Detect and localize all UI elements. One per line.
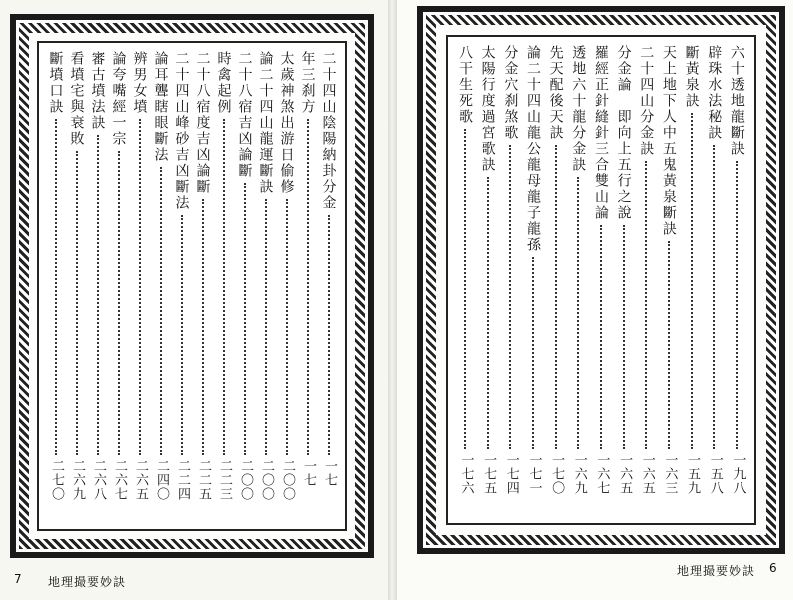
toc-entry: [45, 51, 66, 521]
toc-entry-title: 太陽行度過宮歌訣: [479, 45, 496, 173]
toc-entry-page: 二六八: [90, 459, 106, 501]
toc-entry: [681, 45, 703, 515]
toc-leader-dots: [202, 199, 204, 455]
toc-entry: [213, 51, 234, 521]
toc-entry-title: 二十四山陰陽納卦分金: [320, 51, 337, 211]
toc-leader-dots: [645, 161, 647, 449]
toc-entry: [703, 45, 725, 515]
right-page: [397, 0, 793, 600]
right-decorative-border: [417, 6, 785, 554]
toc-leader-dots: [307, 119, 309, 455]
toc-entry-page: 二六九: [69, 459, 85, 501]
toc-leader-dots: [160, 167, 162, 455]
right-footer-title: 地理撮要妙訣: [677, 564, 756, 578]
right-page-number: 6: [769, 561, 777, 575]
toc-leader-dots: [555, 145, 557, 449]
toc-leader-dots: [464, 129, 466, 449]
toc-entry: [522, 45, 544, 515]
toc-leader-dots: [97, 135, 99, 455]
toc-entry-page: 一七: [300, 459, 316, 487]
toc-entry-page: 一七一: [526, 453, 542, 495]
toc-entry: [613, 45, 635, 515]
toc-entry-title: 分金穴刹煞歌: [502, 45, 519, 141]
toc-leader-dots: [623, 225, 625, 449]
toc-entry-title: 二十八宿度吉凶論斷: [194, 51, 211, 195]
toc-entry: [171, 51, 192, 521]
left-toc-panel: [37, 41, 347, 531]
toc-entry-title: 二十四山峰砂吉凶斷法: [173, 51, 190, 211]
toc-entry-page: 二二五: [195, 459, 211, 501]
toc-entry: [87, 51, 108, 521]
toc-entry-title: 論夸嘴經一宗: [110, 51, 127, 147]
toc-leader-dots: [55, 119, 57, 455]
left-page: [0, 0, 390, 600]
toc-entry: [635, 45, 657, 515]
toc-entry-title: 二十八宿吉凶論斷: [236, 51, 253, 179]
toc-entry-page: 一六五: [639, 453, 655, 495]
toc-entry: [590, 45, 612, 515]
left-decorative-border: [10, 14, 374, 558]
toc-entry-page: 二六七: [111, 459, 127, 501]
toc-entry-page: 一五八: [707, 453, 723, 495]
toc-entry: [234, 51, 255, 521]
toc-entry: [567, 45, 589, 515]
toc-entry-title: 先天配後天訣: [547, 45, 564, 141]
toc-leader-dots: [76, 151, 78, 455]
toc-leader-dots: [668, 241, 670, 449]
toc-leader-dots: [328, 215, 330, 455]
toc-entry: [150, 51, 171, 521]
toc-entry: [108, 51, 129, 521]
toc-entry-page: 二〇〇: [279, 459, 295, 501]
toc-entry-title: 斷黃泉訣: [683, 45, 700, 109]
toc-leader-dots: [532, 257, 534, 449]
toc-entry-page: 一七四: [503, 453, 519, 495]
toc-entry: [454, 45, 476, 515]
toc-entry-page: 二〇〇: [237, 459, 253, 501]
toc-entry-title: 斷墳口訣: [47, 51, 64, 115]
toc-entry-page: 二六五: [132, 459, 148, 501]
toc-entry-title: 年三刹方: [299, 51, 316, 115]
toc-entry-title: 二十四山分金訣: [638, 45, 655, 157]
toc-entry: [545, 45, 567, 515]
toc-entry-page: 二四〇: [153, 459, 169, 501]
toc-entry-page: 一七〇: [549, 453, 565, 495]
toc-entry-page: 二〇〇: [258, 459, 274, 501]
toc-entry-title: 分金論 即向上五行之說: [615, 45, 632, 221]
toc-entry-page: 一七: [321, 459, 337, 487]
toc-entry: [318, 51, 339, 521]
toc-entry: [276, 51, 297, 521]
right-toc-panel: [446, 35, 756, 525]
toc-leader-dots: [265, 199, 267, 455]
left-footer-title: 地理撮要妙訣: [48, 575, 127, 589]
toc-entry-page: 二二四: [174, 459, 190, 501]
toc-entry-page: 一六九: [571, 453, 587, 495]
toc-leader-dots: [244, 183, 246, 455]
toc-entry-title: 論二十四山龍運斷訣: [257, 51, 274, 195]
toc-leader-dots: [736, 161, 738, 449]
toc-entry: [658, 45, 680, 515]
toc-entry-page: 一六三: [662, 453, 678, 495]
toc-entry-title: 辟珠水法秘訣: [706, 45, 723, 141]
toc-entry-title: 審古墳法訣: [89, 51, 106, 131]
toc-leader-dots: [223, 119, 225, 455]
toc-entry-title: 六十透地龍斷訣: [728, 45, 745, 157]
left-toc-list: [45, 51, 339, 521]
toc-entry-title: 辨男女墳: [131, 51, 148, 115]
toc-entry: [726, 45, 748, 515]
toc-entry: [499, 45, 521, 515]
toc-entry: [477, 45, 499, 515]
toc-leader-dots: [118, 151, 120, 455]
right-toc-list: [454, 45, 748, 515]
toc-entry-title: 天上地下人中五鬼黃泉斷訣: [660, 45, 677, 237]
toc-entry-title: 論耳聾瞎眼斷法: [152, 51, 169, 163]
toc-leader-dots: [509, 145, 511, 449]
toc-entry-title: 論二十四山龍公龍母龍子龍孫: [524, 45, 541, 253]
toc-entry: [297, 51, 318, 521]
toc-entry-page: 一五九: [685, 453, 701, 495]
toc-leader-dots: [139, 119, 141, 455]
toc-entry: [129, 51, 150, 521]
toc-entry: [255, 51, 276, 521]
toc-leader-dots: [487, 177, 489, 449]
toc-entry-page: 二七〇: [48, 459, 64, 501]
toc-entry-title: 時禽起例: [215, 51, 232, 115]
toc-entry-page: 一七六: [458, 453, 474, 495]
toc-entry-title: 羅經正針縫針三合雙山論: [592, 45, 609, 221]
toc-leader-dots: [600, 225, 602, 449]
toc-leader-dots: [286, 199, 288, 455]
toc-leader-dots: [691, 113, 693, 449]
left-page-number: 7: [14, 572, 22, 586]
toc-entry: [66, 51, 87, 521]
toc-leader-dots: [181, 215, 183, 455]
toc-entry-page: 一七五: [481, 453, 497, 495]
toc-entry-page: 二二三: [216, 459, 232, 501]
toc-entry-page: 一六七: [594, 453, 610, 495]
toc-leader-dots: [577, 177, 579, 449]
toc-entry-title: 太歲神煞出游日偷修: [278, 51, 295, 195]
toc-leader-dots: [713, 145, 715, 449]
toc-entry-page: 一六五: [617, 453, 633, 495]
toc-entry: [192, 51, 213, 521]
toc-entry-page: 一九八: [730, 453, 746, 495]
toc-entry-title: 八干生死歌: [457, 45, 473, 125]
toc-entry-title: 看墳宅與衰敗: [68, 51, 85, 147]
toc-entry-title: 透地六十龍分金訣: [570, 45, 587, 173]
